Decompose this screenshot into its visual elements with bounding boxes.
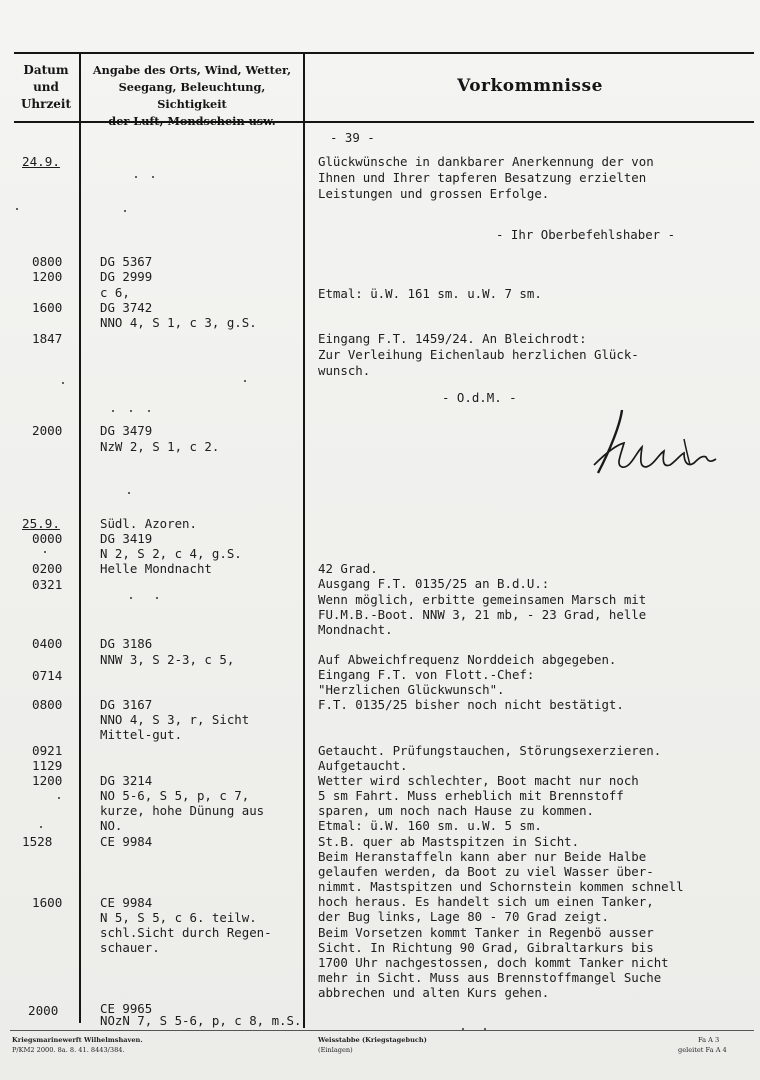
row-1200-place-1: DG 2999 (100, 269, 153, 284)
scan-speck (124, 210, 126, 212)
row-1528-event-5: hoch heraus. Es handelt sich um einen Tanker, (318, 894, 654, 909)
row-1200b-event-4: Etmal: ü.W. 160 sm. u.W. 5 sm. (318, 818, 542, 833)
commander-sign-off: - Ihr Oberbefehlshaber - (496, 227, 676, 242)
row-0321-event-4: Mondnacht. (318, 622, 393, 637)
row-0800b-place-2: NNO 4, S 3, r, Sicht (100, 712, 250, 727)
row-1200-place-2: c 6, (100, 285, 130, 300)
footer-printer-line-2: P/KM2 2000. 8a. 8. 41. 8443/384. (12, 1046, 125, 1054)
row-1528-event-6: der Bug links, Lage 80 - 70 Grad zeigt. (318, 909, 609, 924)
footer-form-code-2: geleitet Fa A 4 (678, 1046, 727, 1054)
row-0921-time: 0921 (32, 743, 63, 758)
row-0400-time: 0400 (32, 636, 63, 651)
row-24-9-date: 24.9. (22, 154, 60, 169)
header-date-label: Datum (23, 63, 69, 77)
row-1200b-event-1: Wetter wird schlechter, Boot macht nur noch (318, 773, 639, 788)
row-1600b-place-1: CE 9984 (100, 895, 153, 910)
scan-speck (58, 797, 60, 799)
row-1200b-place-2: NO 5-6, S 5, p, c 7, (100, 788, 250, 803)
scan-speck (156, 597, 158, 599)
row-0321-event-2: Wenn möglich, erbitte gemeinsamen Marsch mit (318, 592, 647, 607)
row-0321-event-1: Ausgang F.T. 0135/25 an B.d.U.: (318, 576, 550, 591)
scan-speck (148, 410, 150, 412)
row-1600-time: 1600 (32, 300, 63, 315)
row-1528-event-3: gelaufen werden, da Boot zu viel Wasser über- (318, 864, 654, 879)
header-time-label: Uhrzeit (20, 97, 72, 111)
row-1129-time: 1129 (32, 758, 63, 773)
header-location-weather (82, 62, 302, 130)
row-1129-event: Aufgetaucht. (318, 758, 408, 773)
row-2000-place-1: DG 3479 (100, 423, 153, 438)
scan-speck (16, 208, 18, 210)
row-1600-place-2: NNO 4, S 1, c 3, g.S. (100, 315, 257, 330)
row-2000b-place-2: NOzN 7, S 5-6, p, c 8, m.S. (100, 1013, 302, 1028)
row-1600b-event-4: mehr in Sicht. Muss aus Brennstoffmangel Suche (318, 970, 662, 985)
row-1200b-place-3: kurze, hohe Dünung aus (100, 803, 265, 818)
row-1200-time: 1200 (32, 269, 63, 284)
scan-speck (244, 380, 246, 382)
row-0800b-time: 0800 (32, 697, 63, 712)
scan-speck (462, 1028, 464, 1030)
row-0400-place-1: DG 3186 (100, 636, 153, 651)
row-24-9-event-2: Ihnen und Ihrer tapferen Besatzung erzielten (318, 170, 647, 185)
scan-speck (40, 826, 42, 828)
scan-speck (130, 597, 132, 599)
row-0321-time: 0321 (32, 577, 63, 592)
scan-speck (484, 1028, 486, 1030)
duty-officer-sign-off: - O.d.M. - (442, 390, 517, 405)
column-divider-2 (303, 53, 305, 1028)
row-1200b-event-2: 5 sm Fahrt. Muss erheblich mit Brennstoff (318, 788, 624, 803)
footer-form-code-1: Fa A 3 (698, 1036, 720, 1044)
row-1528-event-1: St.B. quer ab Mastspitzen in Sicht. (318, 834, 580, 849)
scan-speck (152, 176, 154, 178)
scan-speck (135, 176, 137, 178)
row-0714-event-1: Eingang F.T. von Flott.-Chef: (318, 667, 535, 682)
row-0921-event: Getaucht. Prüfungstauchen, Störungsexerzieren. (318, 743, 662, 758)
footer-form-subtitle: (Einlagen) (318, 1046, 353, 1054)
row-1847-time: 1847 (32, 331, 63, 346)
commander-signature (580, 405, 730, 485)
row-1200-event: Etmal: ü.W. 161 sm. u.W. 7 sm. (318, 286, 542, 301)
row-1600b-time: 1600 (32, 895, 63, 910)
row-2000-time: 2000 (32, 423, 63, 438)
row-1200b-place-4: NO. (100, 818, 123, 833)
row-0200-place: Helle Mondnacht (100, 561, 212, 576)
row-1600b-event-1: Beim Vorsetzen kommt Tanker in Regenbö ausser (318, 925, 654, 940)
row-24-9-event-1: Glückwünsche in dankbarer Anerkennung der von (318, 154, 654, 169)
page-number: - 39 - (330, 130, 375, 145)
row-1528-place: CE 9984 (100, 834, 153, 849)
row-0800-place: DG 5367 (100, 254, 153, 269)
row-25-9-date: 25.9. (22, 516, 60, 531)
row-1600-place-1: DG 3742 (100, 300, 153, 315)
header-and-label: und (33, 80, 59, 94)
header-top-rule (14, 52, 754, 54)
row-1600b-event-3: 1700 Uhr nachgestossen, doch kommt Tanker nicht (318, 955, 669, 970)
row-1600b-event-5: abbrechen und alten Kurs gehen. (318, 985, 550, 1000)
row-1200b-time: 1200 (32, 773, 63, 788)
header-location-line-1: Angabe des Orts, Wind, Wetter, (92, 63, 292, 77)
header-location-line-3: der Luft, Mondschein usw. (108, 114, 276, 128)
scan-speck (112, 410, 114, 412)
row-0800b-place-3: Mittel-gut. (100, 727, 183, 742)
row-1600b-place-2: N 5, S 5, c 6. teilw. (100, 910, 257, 925)
row-0400-event: Auf Abweichfrequenz Norddeich abgegeben. (318, 652, 617, 667)
row-1528-event-2: Beim Heranstaffeln kann aber nur Beide Halbe (318, 849, 647, 864)
row-1600b-place-3: schl.Sicht durch Regen- (100, 925, 272, 940)
row-25-9-place: Südl. Azoren. (100, 516, 197, 531)
row-0321-event-3: FU.M.B.-Boot. NNW 3, 21 mb, - 23 Grad, helle (318, 607, 647, 622)
scan-speck (130, 410, 132, 412)
row-0000-place-1: DG 3419 (100, 531, 153, 546)
row-1847-event-1: Eingang F.T. 1459/24. An Bleichrodt: (318, 331, 587, 346)
row-0000-place-2: N 2, S 2, c 4, g.S. (100, 546, 242, 561)
header-events: Vorkommnisse (457, 76, 603, 96)
row-1200b-event-3: sparen, um noch nach Hause zu kommen. (318, 803, 595, 818)
column-divider-1 (79, 53, 81, 1023)
header-location-line-2: Seegang, Beleuchtung, Sichtigkeit (118, 80, 266, 111)
scan-speck (44, 551, 46, 553)
footer-rule (10, 1030, 754, 1031)
header-date-time (14, 62, 78, 113)
row-1600b-place-4: schauer. (100, 940, 160, 955)
row-0000-time: 0000 (32, 531, 63, 546)
row-1528-time: 1528 (22, 834, 53, 849)
row-2000b-time: 2000 (28, 1003, 59, 1018)
row-0200-event: 42 Grad. (318, 561, 378, 576)
row-0200-time: 0200 (32, 561, 63, 576)
row-1847-event-3: wunsch. (318, 363, 371, 378)
row-0714-time: 0714 (32, 668, 63, 683)
row-0800-time: 0800 (32, 254, 63, 269)
row-1847-event-2: Zur Verleihung Eichenlaub herzlichen Glück- (318, 347, 639, 362)
row-2000b-place-1: CE 9965 (100, 1001, 153, 1016)
row-1200b-place-1: DG 3214 (100, 773, 153, 788)
row-0714-event-2: "Herzlichen Glückwunsch". (318, 682, 505, 697)
row-2000-place-2: NzW 2, S 1, c 2. (100, 439, 220, 454)
row-1600b-event-2: Sicht. In Richtung 90 Grad, Gibraltarkurs bis (318, 940, 654, 955)
row-0800b-event: F.T. 0135/25 bisher noch nicht bestätigt. (318, 697, 624, 712)
row-0400-place-2: NNW 3, S 2-3, c 5, (100, 652, 235, 667)
row-1528-event-4: nimmt. Mastspitzen und Schornstein kommen schnell (318, 879, 684, 894)
row-24-9-event-3: Leistungen und grossen Erfolge. (318, 186, 550, 201)
scan-speck (128, 492, 130, 494)
footer-form-title: Weisstabbe (Kriegstagebuch) (318, 1036, 427, 1044)
footer-printer-line-1: Kriegsmarinewerft Wilhelmshaven. (12, 1036, 143, 1044)
row-0800b-place-1: DG 3167 (100, 697, 153, 712)
scan-speck (62, 382, 64, 384)
